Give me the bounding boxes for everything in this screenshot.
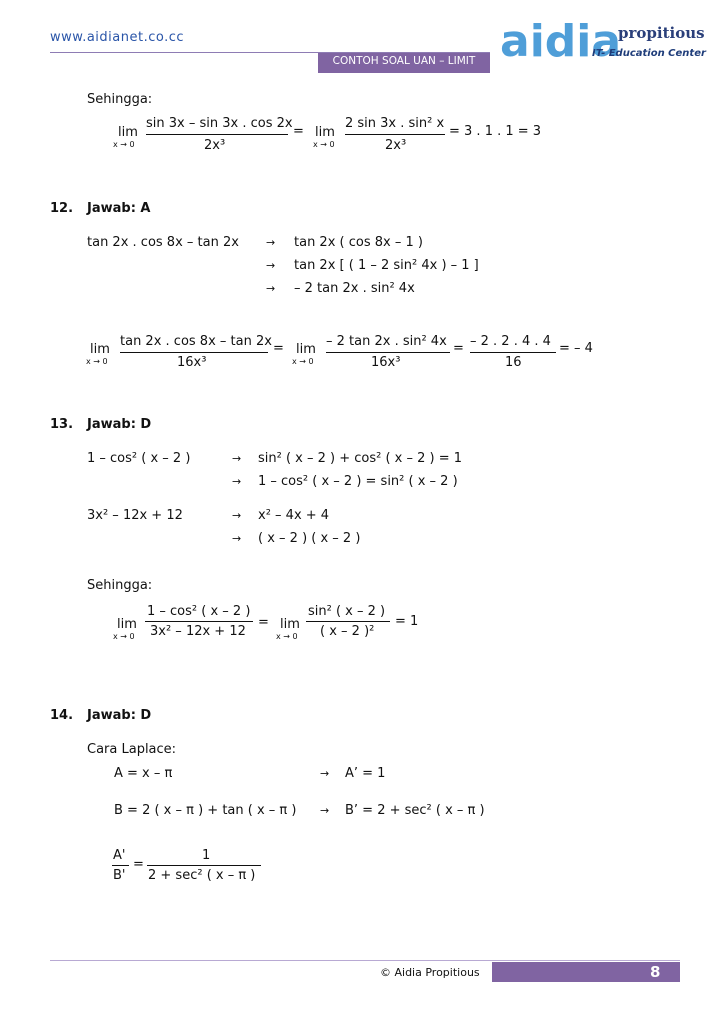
q12-num2: – 2 tan 2x . sin² 4x xyxy=(326,334,447,349)
q14-arrow1: → xyxy=(320,767,330,780)
q12-eq1: = xyxy=(273,341,284,356)
q13-expr2: 3x² – 12x + 12 xyxy=(87,508,183,523)
q12-den3: 16 xyxy=(505,355,522,370)
s11-lim: lim xyxy=(118,125,138,140)
q12-frac3-line xyxy=(470,352,556,353)
footer-copyright: © Aidia Propitious xyxy=(380,966,480,979)
q12-lim2-sub: x → 0 xyxy=(292,357,314,366)
q13-expr1: 1 – cos² ( x – 2 ) xyxy=(87,451,191,466)
q13-step1b: 1 – cos² ( x – 2 ) = sin² ( x – 2 ) xyxy=(258,474,458,489)
q12-arrow3: → xyxy=(266,282,276,295)
s11-frac2-line xyxy=(345,134,445,135)
q13-arrow4: → xyxy=(232,532,242,545)
q14-eq: = xyxy=(133,857,144,872)
q13-step2b: ( x – 2 ) ( x – 2 ) xyxy=(258,531,361,546)
q12-eq2: = xyxy=(453,341,464,356)
q13-frac2-line xyxy=(306,621,390,622)
q12-arrow2: → xyxy=(266,259,276,272)
q12-frac1-line xyxy=(120,352,268,353)
s11-lim-sub: x → 0 xyxy=(113,140,135,149)
q12-den1: 16x³ xyxy=(177,355,207,370)
s11-eq: = xyxy=(293,124,304,139)
q14-arrow2: → xyxy=(320,804,330,817)
q13-frac1-line xyxy=(145,621,253,622)
s11-result: = 3 . 1 . 1 = 3 xyxy=(449,124,542,139)
q12-arrow1: → xyxy=(266,236,276,249)
q14-b-der: B’ = 2 + sec² ( x – π ) xyxy=(345,803,485,818)
s11-num1: sin 3x – sin 3x . cos 2x xyxy=(146,116,293,131)
q14-frac-den2: 2 + sec² ( x – π ) xyxy=(148,868,256,883)
q13-answer: Jawab: D xyxy=(87,417,152,432)
q13-number: 13. xyxy=(50,417,74,432)
q13-lim-sub: x → 0 xyxy=(113,632,135,641)
q14-frac-num1: A' xyxy=(113,848,126,863)
q13-lim: lim xyxy=(117,617,137,632)
q14-frac1-line xyxy=(112,865,129,866)
q12-step2: tan 2x [ ( 1 – 2 sin² 4x ) – 1 ] xyxy=(294,258,479,273)
q14-b-def: B = 2 ( x – π ) + tan ( x – π ) xyxy=(114,803,297,818)
q12-lim: lim xyxy=(90,342,110,357)
q12-answer: Jawab: A xyxy=(87,201,151,216)
q12-step3: – 2 tan 2x . sin² 4x xyxy=(294,281,415,296)
page-number: 8 xyxy=(650,963,661,981)
q12-den2: 16x³ xyxy=(371,355,401,370)
s11-lim2: lim xyxy=(315,125,335,140)
q13-result: = 1 xyxy=(395,614,419,629)
q13-arrow2: → xyxy=(232,475,242,488)
q13-num2: sin² ( x – 2 ) xyxy=(308,604,386,619)
q13-step1a: sin² ( x – 2 ) + cos² ( x – 2 ) = 1 xyxy=(258,451,463,466)
q13-lim2-sub: x → 0 xyxy=(276,632,298,641)
q12-number: 12. xyxy=(50,201,74,216)
q14-frac-den1: B' xyxy=(113,868,126,883)
q13-lim2: lim xyxy=(280,617,300,632)
q12-num3: – 2 . 2 . 4 . 4 xyxy=(470,334,551,349)
q12-result: = – 4 xyxy=(559,341,593,356)
q14-a-def: A = x – π xyxy=(114,766,173,781)
q12-frac2-line xyxy=(326,352,450,353)
q12-lim2: lim xyxy=(296,342,316,357)
q12-expr: tan 2x . cos 8x – tan 2x xyxy=(87,235,239,250)
q14-number: 14. xyxy=(50,708,74,723)
q13-num1: 1 – cos² ( x – 2 ) xyxy=(147,604,251,619)
s11-label: Sehingga: xyxy=(87,92,153,107)
q14-method: Cara Laplace: xyxy=(87,742,177,757)
q13-den2: ( x – 2 )² xyxy=(320,624,375,639)
q12-num1: tan 2x . cos 8x – tan 2x xyxy=(120,334,272,349)
aidia-logo: aidia xyxy=(500,16,622,67)
s11-lim2-sub: x → 0 xyxy=(313,140,335,149)
q14-answer: Jawab: D xyxy=(87,708,152,723)
site-url[interactable]: www.aidianet.co.cc xyxy=(50,30,185,45)
q13-step2a: x² – 4x + 4 xyxy=(258,508,330,523)
s11-den1: 2x³ xyxy=(204,138,226,153)
footer-divider xyxy=(50,960,680,961)
q13-label: Sehingga: xyxy=(87,578,153,593)
s11-frac1-line xyxy=(146,134,288,135)
q13-arrow1: → xyxy=(232,452,242,465)
document-title: CONTOH SOAL UAN – LIMIT xyxy=(332,55,476,67)
q14-frac2-line xyxy=(147,865,261,866)
q13-eq: = xyxy=(258,615,269,630)
q12-step1: tan 2x ( cos 8x – 1 ) xyxy=(294,235,423,250)
s11-den2: 2x³ xyxy=(385,138,407,153)
s11-num2: 2 sin 3x . sin² x xyxy=(345,116,445,131)
q14-a-der: A’ = 1 xyxy=(345,766,386,781)
brand-tagline: IT- Education Center xyxy=(592,48,706,59)
q13-arrow3: → xyxy=(232,509,242,522)
q12-lim-sub: x → 0 xyxy=(86,357,108,366)
q14-frac-num2: 1 xyxy=(202,848,211,863)
q13-den1: 3x² – 12x + 12 xyxy=(150,624,246,639)
brand-name: propitious xyxy=(618,24,705,42)
